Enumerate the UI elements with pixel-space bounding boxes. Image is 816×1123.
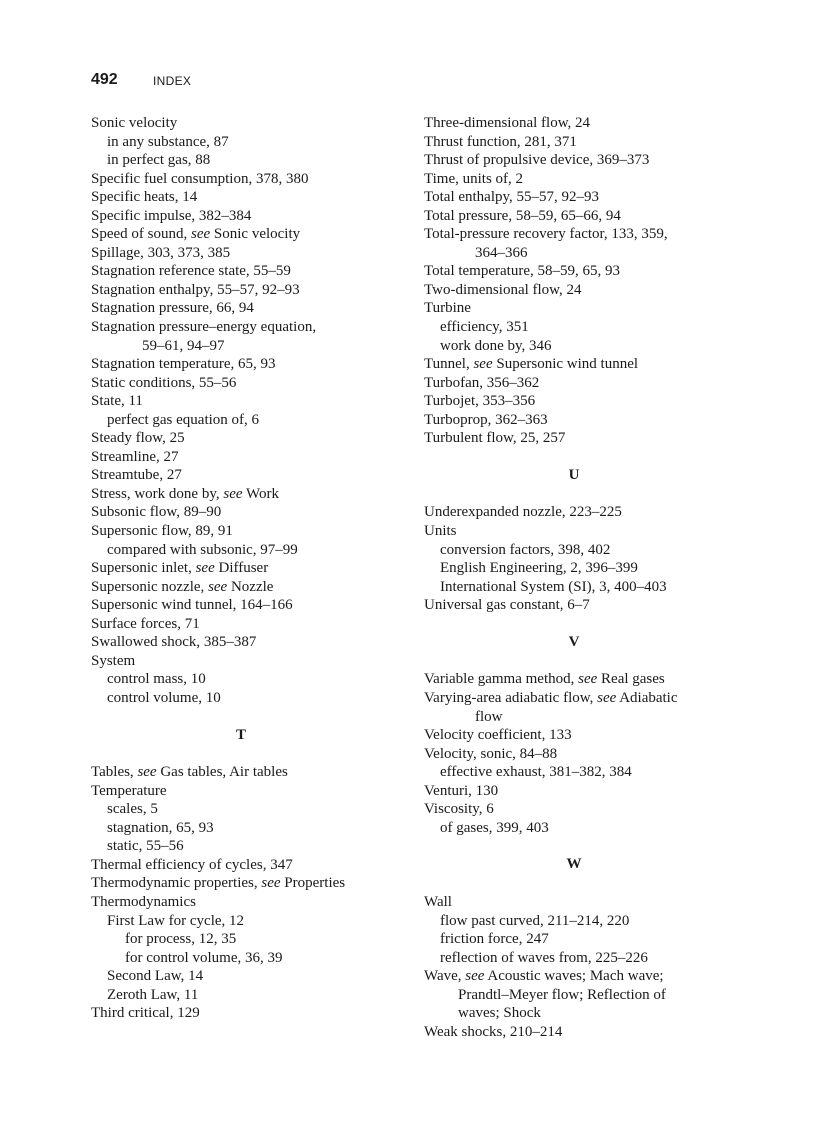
index-entry bbox=[91, 225, 401, 244]
index-entry: Specific fuel consumption, 378, 380 bbox=[91, 170, 309, 187]
index-entry: Stagnation pressure, 66, 94 bbox=[91, 300, 254, 317]
entry-text: Speed of sound, bbox=[91, 226, 191, 243]
see-reference: see bbox=[473, 356, 493, 373]
index-entry: static, 55–56 bbox=[107, 838, 184, 855]
index-entry: Specific impulse, 382–384 bbox=[91, 207, 252, 224]
cross-reference-target: Adiabatic bbox=[616, 689, 678, 706]
index-entry: flow bbox=[475, 708, 503, 725]
index-entry: Steady flow, 25 bbox=[91, 430, 185, 447]
cross-reference-target: Diffuser bbox=[214, 560, 269, 577]
index-entry: conversion factors, 398, 402 bbox=[440, 541, 611, 558]
index-entry: Supersonic flow, 89, 91 bbox=[91, 523, 233, 540]
index-entry: Spillage, 303, 373, 385 bbox=[91, 244, 231, 261]
index-entry: Time, units of, 2 bbox=[424, 170, 524, 187]
index-entry: Zeroth Law, 11 bbox=[107, 986, 199, 1003]
index-entry: State, 11 bbox=[91, 393, 143, 410]
cross-reference-target: Work bbox=[242, 485, 279, 502]
index-entry: Static conditions, 55–56 bbox=[91, 374, 237, 391]
entry-text: Supersonic nozzle, bbox=[91, 578, 209, 595]
index-entry: 364–366 bbox=[475, 244, 528, 261]
entry-text: Supersonic inlet, bbox=[91, 560, 196, 577]
cross-reference-target: Gas tables, Air tables bbox=[156, 764, 288, 781]
index-entry: Sonic velocity bbox=[91, 115, 178, 131]
index-entry: control mass, 10 bbox=[107, 671, 206, 688]
entry-text: Varying-area adiabatic flow, bbox=[424, 689, 598, 706]
index-entry: Turbulent flow, 25, 257 bbox=[424, 430, 566, 447]
see-reference: see bbox=[195, 560, 215, 577]
see-reference: see bbox=[137, 764, 157, 781]
index-entry: for process, 12, 35 bbox=[125, 931, 237, 948]
index-entry: Thrust of propulsive device, 369–373 bbox=[424, 152, 650, 169]
index-entry bbox=[424, 689, 734, 708]
entry-text: Stress, work done by, bbox=[91, 485, 224, 502]
index-entry: Wall bbox=[424, 893, 452, 910]
entry-text: Wave, bbox=[424, 968, 466, 985]
index-entry: in any substance, 87 bbox=[107, 133, 229, 150]
index-entry: Underexpanded nozzle, 223–225 bbox=[424, 504, 622, 521]
see-reference: see bbox=[578, 671, 598, 688]
index-entry: Specific heats, 14 bbox=[91, 189, 198, 206]
index-entry bbox=[424, 670, 734, 689]
index-entry: Thrust function, 281, 371 bbox=[424, 133, 577, 150]
index-entry: First Law for cycle, 12 bbox=[107, 912, 245, 929]
index-entry: stagnation, 65, 93 bbox=[107, 819, 214, 836]
index-entry: efficiency, 351 bbox=[440, 319, 529, 336]
index-entry: waves; Shock bbox=[458, 1005, 541, 1022]
index-entry: Total-pressure recovery factor, 133, 359, bbox=[424, 226, 668, 243]
index-entry: Second Law, 14 bbox=[107, 968, 204, 985]
index-entry: Supersonic wind tunnel, 164–166 bbox=[91, 597, 293, 614]
index-entry: in perfect gas, 88 bbox=[107, 152, 211, 169]
entry-text: Tables, bbox=[91, 764, 138, 781]
index-entry: work done by, 346 bbox=[440, 337, 552, 354]
index-entry: Subsonic flow, 89–90 bbox=[91, 504, 222, 521]
index-entry: Weak shocks, 210–214 bbox=[424, 1023, 563, 1040]
index-entry: scales, 5 bbox=[107, 801, 158, 818]
index-entry: 59–61, 94–97 bbox=[142, 337, 225, 354]
index-entry bbox=[91, 763, 401, 782]
index-entry: Turbofan, 356–362 bbox=[424, 374, 540, 391]
index-column-right bbox=[424, 114, 734, 1041]
section-letter-u: U bbox=[568, 466, 580, 483]
index-entry: Venturi, 130 bbox=[424, 782, 499, 799]
index-entry: Turboprop, 362–363 bbox=[424, 411, 548, 428]
index-entry: Stagnation enthalpy, 55–57, 92–93 bbox=[91, 281, 300, 298]
index-entry: Thermodynamics bbox=[91, 893, 196, 910]
cross-reference-target: Acoustic waves; Mach wave; bbox=[484, 968, 664, 985]
index-entry: Stagnation pressure–energy equation, bbox=[91, 319, 317, 336]
see-reference: see bbox=[465, 968, 485, 985]
entry-text: Variable gamma method, bbox=[424, 671, 579, 688]
cross-reference-target: Real gases bbox=[597, 671, 665, 688]
index-entry: control volume, 10 bbox=[107, 689, 221, 706]
index-entry: Prandtl–Meyer flow; Reflection of bbox=[458, 986, 666, 1003]
see-reference: see bbox=[208, 578, 228, 595]
index-entry: Two-dimensional flow, 24 bbox=[424, 281, 582, 298]
index-entry bbox=[424, 967, 734, 986]
cross-reference-target: Properties bbox=[280, 875, 346, 892]
index-entry: friction force, 247 bbox=[440, 931, 549, 948]
entry-text: Tunnel, bbox=[424, 356, 474, 373]
index-entry: Units bbox=[424, 523, 457, 540]
index-entry: Temperature bbox=[91, 782, 167, 799]
index-entry: Streamline, 27 bbox=[91, 448, 179, 465]
index-entry: Turbine bbox=[424, 300, 471, 317]
index-entry: Surface forces, 71 bbox=[91, 615, 200, 632]
entry-text: Thermodynamic properties, bbox=[91, 875, 262, 892]
index-entry: Streamtube, 27 bbox=[91, 467, 182, 484]
index-entry: Third critical, 129 bbox=[91, 1005, 200, 1022]
running-title: INDEX bbox=[153, 74, 192, 88]
page-number: 492 bbox=[91, 71, 118, 88]
index-entry: Swallowed shock, 385–387 bbox=[91, 634, 257, 651]
index-entry: Stagnation temperature, 65, 93 bbox=[91, 356, 276, 373]
index-entry: Stagnation reference state, 55–59 bbox=[91, 263, 291, 280]
index-entry: compared with subsonic, 97–99 bbox=[107, 541, 298, 558]
index-entry: System bbox=[91, 652, 136, 669]
see-reference: see bbox=[223, 485, 243, 502]
index-entry: for control volume, 36, 39 bbox=[125, 949, 283, 966]
index-entry: Turbojet, 353–356 bbox=[424, 393, 536, 410]
cross-reference-target: Nozzle bbox=[227, 578, 274, 595]
index-entry: Universal gas constant, 6–7 bbox=[424, 597, 590, 614]
cross-reference-target: Supersonic wind tunnel bbox=[492, 356, 639, 373]
index-entry bbox=[91, 578, 401, 597]
index-entry: Total enthalpy, 55–57, 92–93 bbox=[424, 189, 600, 206]
see-reference: see bbox=[261, 875, 281, 892]
index-entry bbox=[424, 355, 734, 374]
index-entry bbox=[91, 559, 401, 578]
index-entry: Total pressure, 58–59, 65–66, 94 bbox=[424, 207, 621, 224]
index-entry: Total temperature, 58–59, 65, 93 bbox=[424, 263, 620, 280]
index-entry: International System (SI), 3, 400–403 bbox=[440, 578, 667, 595]
section-letter-t: T bbox=[235, 726, 246, 743]
index-entry: Viscosity, 6 bbox=[424, 801, 494, 818]
section-letter-v: V bbox=[568, 633, 580, 650]
index-entry: English Engineering, 2, 396–399 bbox=[440, 560, 638, 577]
index-entry: of gases, 399, 403 bbox=[440, 819, 549, 836]
section-letter-w: W bbox=[566, 856, 582, 873]
index-entry: flow past curved, 211–214, 220 bbox=[440, 912, 630, 929]
see-reference: see bbox=[597, 689, 617, 706]
index-entry bbox=[91, 874, 401, 893]
index-entry bbox=[91, 485, 401, 504]
cross-reference-target: Sonic velocity bbox=[210, 226, 301, 243]
index-entry: reflection of waves from, 225–226 bbox=[440, 949, 648, 966]
index-entry: effective exhaust, 381–382, 384 bbox=[440, 764, 632, 781]
index-entry: perfect gas equation of, 6 bbox=[107, 411, 260, 428]
index-entry: Velocity coefficient, 133 bbox=[424, 727, 572, 744]
index-entry: Velocity, sonic, 84–88 bbox=[424, 745, 558, 762]
index-entry: Thermal efficiency of cycles, 347 bbox=[91, 856, 293, 873]
index-entry: Three-dimensional flow, 24 bbox=[424, 115, 591, 131]
index-column-left bbox=[91, 114, 401, 1023]
see-reference: see bbox=[191, 226, 211, 243]
